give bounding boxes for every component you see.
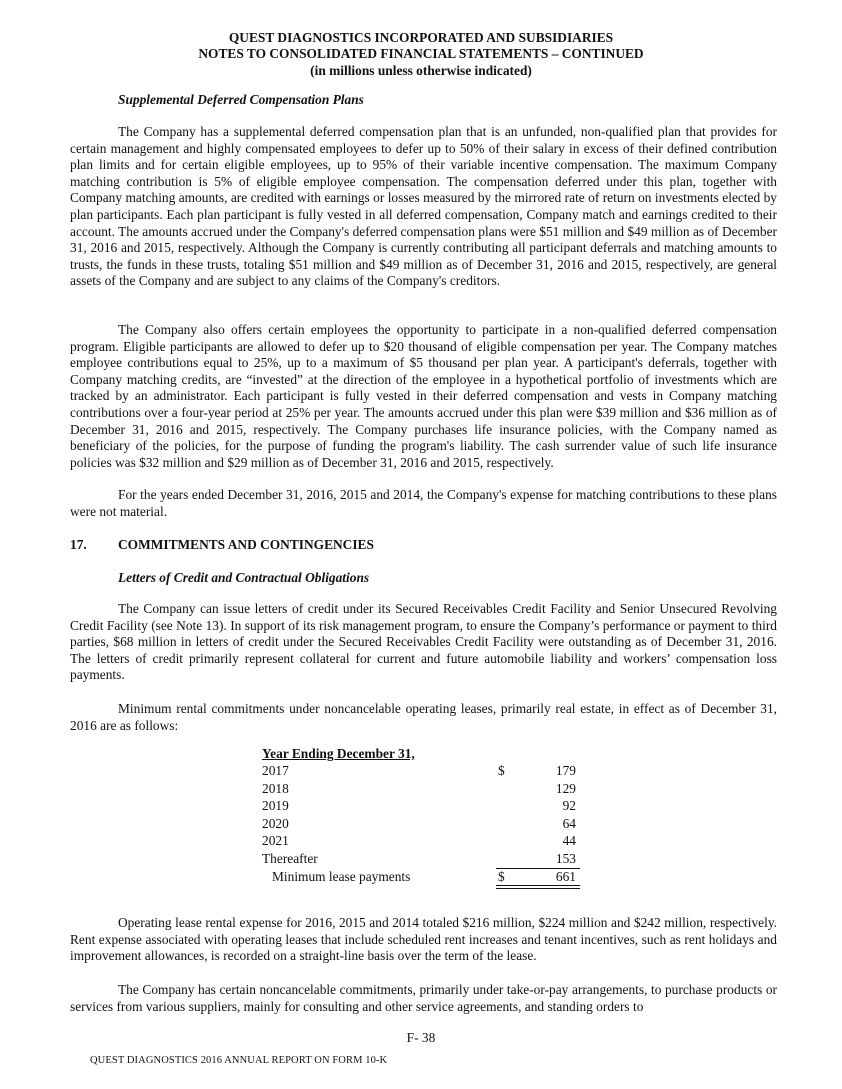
- lease-year: 2018: [262, 780, 289, 796]
- table-row: [262, 762, 582, 780]
- lease-table-header: Year Ending December 31,: [262, 746, 415, 761]
- company-title: QUEST DIAGNOSTICS INCORPORATED AND SUBSIDIARIES: [228, 30, 614, 45]
- lease-amount: 153: [555, 850, 576, 866]
- lease-amount: 129: [555, 780, 576, 796]
- lease-year: 2019: [262, 798, 289, 814]
- noncancelable-commitments-paragraph: The Company has certain noncancelable commitments, primarily under take-or-pay arrangements, to purchase products or services from various suppliers, mainly for consulting and other service agreements, and standing orders to: [70, 982, 777, 1014]
- lease-intro-paragraph: Minimum rental commitments under noncancelable operating leases, primarily real estate, in effect as of December 31, 2016 are as follows:: [70, 701, 777, 733]
- lease-amount: 179: [555, 763, 576, 778]
- dollar-sign: $: [498, 763, 505, 778]
- lease-amount: 44: [562, 833, 576, 849]
- table-row: [262, 832, 582, 850]
- table-row: [262, 780, 582, 798]
- page-number: F- 38: [406, 1030, 436, 1045]
- dollar-sign: $: [498, 868, 505, 884]
- section-heading-17: [70, 537, 374, 553]
- letters-of-credit-subheading: Letters of Credit and Contractual Obligations: [118, 570, 370, 585]
- lease-total-amount: 661: [555, 868, 576, 884]
- lease-amount: 64: [562, 815, 576, 831]
- section-title: COMMITMENTS AND CONTINGENCIES: [118, 537, 374, 552]
- lease-total-label: Minimum lease payments: [272, 868, 411, 884]
- lease-commitments-table: [262, 745, 582, 885]
- double-underline-rule: [496, 885, 580, 889]
- table-row: [262, 850, 582, 868]
- notes-title: NOTES TO CONSOLIDATED FINANCIAL STATEMENTS – CONTINUED: [198, 46, 644, 61]
- section-number: 17.: [70, 537, 87, 552]
- lease-year: 2021: [262, 833, 289, 849]
- table-row: [262, 815, 582, 833]
- table-row: [262, 797, 582, 815]
- lease-year: 2017: [262, 763, 289, 778]
- lease-year: Thereafter: [262, 850, 318, 866]
- rental-expense-paragraph: Operating lease rental expense for 2016, 2015 and 2014 totaled $216 million, $224 million and $242 million, respectively. Rent expense associated with operating leases that include scheduled rent increases and tenant incentives, such as rent holidays and improvement allowances, is recorded on a straight-line basis over the term of the lease.: [70, 915, 777, 964]
- deferred-comp-subheading: Supplemental Deferred Compensation Plans: [118, 92, 364, 107]
- letters-of-credit-paragraph: The Company can issue letters of credit under its Secured Receivables Credit Facility and Senior Unsecured Revolving Credit Facility (see Note 13). In support of its risk management program, to ensure the Company’s performance or payment to third parties, $68 million in letters of credit under the Secured Receivables Credit Facility were outstanding as of December 31, 2016. The letters of credit primarily represent collateral for current and future automobile liability and workers’ compensation loss payments.: [70, 601, 777, 683]
- lease-year: 2020: [262, 815, 289, 831]
- lease-total-row: [262, 868, 582, 886]
- report-footer-title: QUEST DIAGNOSTICS 2016 ANNUAL REPORT ON FORM 10-K: [90, 1055, 388, 1066]
- units-note: (in millions unless otherwise indicated): [310, 63, 532, 78]
- deferred-comp-paragraph-2: The Company also offers certain employees the opportunity to participate in a non-qualified deferred compensation program. Eligible participants are allowed to defer up to $20 thousand of eligible compensation per year. The Company matches employee contributions equal to 25%, up to a maximum of $5 thousand per plan year. A participant's deferrals, together with Company matching credits, are “invested” at the direction of the employee in a hypothetical portfolio of investments which are tracked by an administrator. Each participant is fully vested in their deferred compensation and vests in Company matching contributions over a four-year period at 25% per year. The amounts accrued under this plan were $39 million and $36 million as of December 31, 2016 and 2015, respectively. The Company purchases life insurance policies, with the Company named as beneficiary of the policies, for the purpose of funding the program's liability. The cash surrender value of such life insurance policies was $32 million and $29 million as of December 31, 2016 and 2015, respectively.: [70, 322, 777, 470]
- deferred-comp-paragraph-3: For the years ended December 31, 2016, 2015 and 2014, the Company's expense for matching contributions to these plans were not material.: [70, 487, 777, 519]
- deferred-comp-paragraph-1: The Company has a supplemental deferred compensation plan that is an unfunded, non-qualified plan that provides for certain management and highly compensated employees to defer up to 50% of their salary in excess of their defined contribution plan limits and for certain eligible employees, up to 95% of their variable incentive compensation. The maximum Company matching contribution is 5% of eligible employee compensation. The compensation deferred under this plan, together with Company matching amounts, are credited with earnings or losses measured by the mirrored rate of return on investments elected by plan participants. Each plan participant is fully vested in all deferred compensation, Company match and earnings credited to their account. The amounts accrued under the Company's deferred compensation plans were $51 million and $49 million as of December 31, 2016 and 2015, respectively. Although the Company is currently contributing all participant deferrals and matching amounts to trusts, the funds in these trusts, totaling $51 million and $49 million as of December 31, 2016 and 2015, respectively, are general assets of the Company and are subject to any claims of the Company's creditors.: [70, 124, 777, 289]
- lease-amount: 92: [562, 798, 576, 814]
